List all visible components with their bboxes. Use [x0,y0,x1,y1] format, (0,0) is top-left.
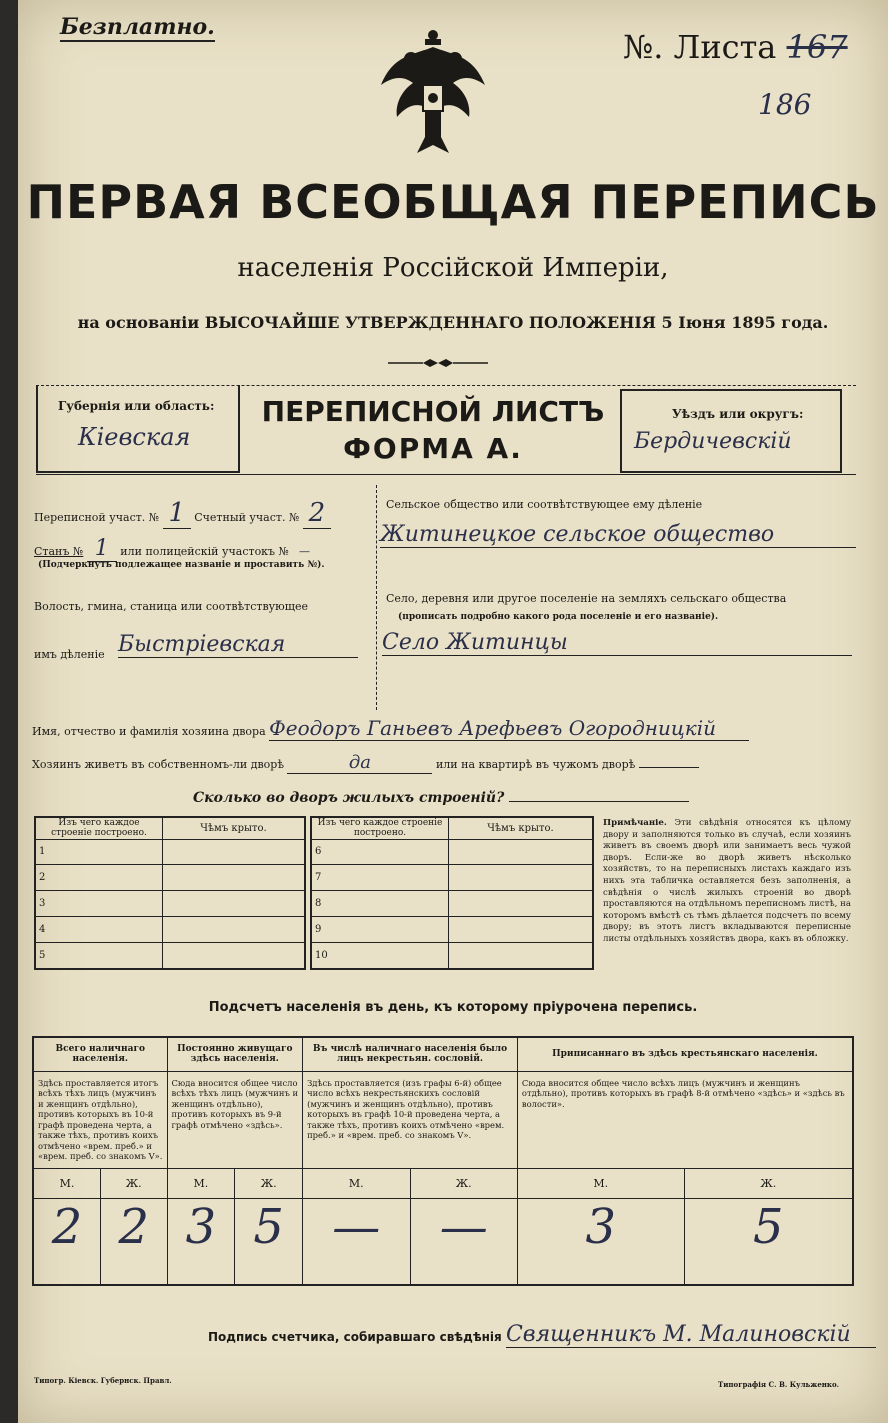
police-label: или полицейскій участокъ № [120,545,289,558]
owner-name-value: Феодоръ Ганьевъ Арефьевъ Огородницкій [269,716,749,741]
signature-label: Подпись счетчика, собиравшаго свѣдѣнія [208,1330,502,1344]
count-head-permanent: Постоянно живущаго здѣсь населенія. [167,1037,303,1071]
table-row: 2 [35,865,163,891]
sheet-number-crossed: 167 [786,28,848,66]
table-row: 4 [35,916,163,942]
buildings-table-left [34,816,306,970]
own-yard-label: Хозяинъ живетъ въ собственномъ-ли дворѣ [32,758,284,771]
footer-printer-right: Типографія С. В. Кульженко. [718,1380,840,1389]
count-desc-nonpeasant: Здѣсь проставляется (изъ графы 6-й) общее число всѣхъ некрестьянскихъ сословій (мужчинъ и женщинъ отдѣльно), противъ которыхъ въ графѣ 10-й проведена черта, а также тѣхъ, противъ коихъ отмѣчено «врем. преб.» и «врем. преб. со знакомъ V». [303,1071,518,1168]
table-row: 5 [35,942,163,969]
society-label: Сельское общество или соотвѣтствующее ему дѣленіе [386,498,703,511]
census-area-row [34,498,331,529]
count-nonpeasant-m: — [303,1199,410,1285]
census-area-label: Переписной участ. № [34,511,160,524]
buildings-question [193,790,689,806]
population-count-table [32,1036,854,1286]
province-value: Кіевская [78,423,191,451]
count-peasant-f: 5 [684,1199,853,1285]
district-value: Бердичевскій [634,429,792,454]
buildings-col-material: Изъ чего каждое строеніе построено. [311,817,449,839]
owner-yard-row [32,752,852,774]
census-area-value: 1 [163,498,191,529]
count-col-m: М. [517,1169,684,1199]
census-sheet [18,0,888,1423]
village-value: Село Житинцы [382,630,852,656]
buildings-note [603,818,851,946]
sheet-number [623,28,848,66]
count-nonpeasant-f: — [410,1199,517,1285]
legal-basis: на основаніи ВЫСОЧАЙШЕ УТВЕРЖДЕННАГО ПОЛОЖЕНІЯ 5 Іюня 1895 года. [77,313,829,332]
count-head-peasant: Приписаннаго въ здѣсь крестьянскаго населенія. [517,1037,853,1071]
count-area-label: Счетный участ. № [194,511,300,524]
police-value: — [298,545,310,558]
note-title: Примѣчаніе. [603,818,667,828]
page-subtitle: населенія Россійской Имперіи, [237,253,669,283]
table-row: 3 [35,891,163,917]
table-row: 9 [311,916,449,942]
form-name: ФОРМА А. [343,432,523,465]
volost-value: Быстріевская [118,632,358,658]
underline-note: (Подчеркнуть подлежащее названіе и проставить №). [38,560,325,570]
count-col-f: Ж. [410,1169,517,1199]
rent-label: или на квартирѣ въ чужомъ дворѣ [435,758,636,771]
count-permanent-m: 3 [167,1199,235,1285]
count-peasant-m: 3 [517,1199,684,1285]
province-label: Губернія или область: [58,399,215,413]
vertical-divider [376,485,377,710]
count-desc-peasant: Сюда вносится общее число всѣхъ лицъ (мужчинъ и женщинъ отдѣльно), противъ которыхъ въ графѣ 8-й отмѣчено «здѣсь» и «здѣсь въ волости». [517,1071,853,1168]
sheet-number-label: №. Листа [623,28,777,66]
count-title: Подсчетъ населенія въ день, къ которому пріурочена перепись. [208,1000,698,1015]
buildings-table-right [310,816,594,970]
sheet-number-handwritten: 186 [758,88,812,121]
count-head-total: Всего наличнаго населенія. [33,1037,167,1071]
buildings-col-roof: Чѣмъ крыто. [163,817,306,839]
buildings-col-material: Изъ чего каждое строеніе построено. [35,817,163,839]
table-row: 6 [311,839,449,865]
count-col-f: Ж. [684,1169,853,1199]
stan-value: 1 [87,536,117,562]
table-row: 8 [311,891,449,917]
free-label: Безплатно. [60,14,215,40]
count-col-m: М. [303,1169,410,1199]
footer-printer-left: Типогр. Кіевск. Губернск. Правл. [34,1376,172,1385]
count-area-value: 2 [303,498,331,529]
buildings-label: Сколько во дворъ жилыхъ строеній? [193,790,505,806]
table-row: 1 [35,839,163,865]
owner-name-label: Имя, отчество и фамилія хозяина двора [32,725,266,738]
count-total-m: 2 [33,1199,100,1285]
count-col-m: М. [167,1169,235,1199]
village-note: (прописать подробно какого рода поселеніе и его названіе). [398,612,719,622]
district-box [620,389,842,473]
count-col-f: Ж. [100,1169,167,1199]
count-head-nonpeasant: Въ числѣ наличнаго населенія было лицъ некрестьян. сословій. [303,1037,518,1071]
note-text: Эти свѣдѣнія относятся къ цѣлому двору и заполняются только въ случаѣ, если хозяинъ живетъ въ своемъ дворѣ или занимаетъ весь чужой дворъ. Если-же во дворѣ живетъ нѣсколько хозяйствъ, то на переписныхъ листахъ каждаго изъ нихъ эта табличка оставляется безъ заполненія, а свѣдѣнія о числѣ жилыхъ строеній во дворѣ проставляются на отдѣльномъ переписномъ листѣ, на которомъ вмѣстѣ съ тѣмъ дѣлается подсчетъ по всему двору; въ этотъ листъ вкладываются переписные листы отдѣльныхъ хозяйствъ двора, какъ въ обложку. [603,818,851,944]
form-title: ПЕРЕПИСНОЙ ЛИСТЪ [261,395,605,428]
province-box [36,385,240,473]
volost-label-2: имъ дѣленіе [34,648,105,661]
table-row: 10 [311,942,449,969]
count-col-m: М. [33,1169,100,1199]
stan-label: Станъ № [34,545,84,558]
volost-label-1: Волость, гмина, станица или соотвѣтствующее [34,600,308,613]
signature-value: Священникъ М. Малиновскій [506,1322,876,1348]
ornament-divider [388,358,488,368]
village-label: Село, деревня или другое поселеніе на земляхъ сельскаго общества [386,592,787,605]
page-title: ПЕРВАЯ ВСЕОБЩАЯ ПЕРЕПИСЬ [26,175,880,229]
count-col-f: Ж. [235,1169,303,1199]
own-yard-value: да [287,752,432,774]
count-total-f: 2 [100,1199,167,1285]
imperial-eagle-emblem [373,25,493,165]
society-value: Житинецкое сельское общество [380,522,856,548]
stan-row [34,536,316,562]
owner-name-row [32,716,852,741]
signature-row [208,1322,876,1348]
buildings-col-roof: Чѣмъ крыто. [449,817,594,839]
table-row: 7 [311,865,449,891]
count-desc-permanent: Сюда вносится общее число всѣхъ тѣхъ лицъ (мужчинъ и женщинъ отдѣльно), противъ которыхъ въ 9-й графѣ отмѣчено «здѣсь». [167,1071,303,1168]
count-desc-total: Здѣсь проставляется итогъ всѣхъ тѣхъ лицъ (мужчинъ и женщинъ отдѣльно), противъ которыхъ въ 10-й графѣ проведена черта, а также тѣхъ, противъ коихъ отмѣчено «врем. преб.» и «врем. преб. со знакомъ V». [33,1071,167,1168]
count-permanent-f: 5 [235,1199,303,1285]
district-label: Уѣздъ или округъ: [672,407,804,421]
